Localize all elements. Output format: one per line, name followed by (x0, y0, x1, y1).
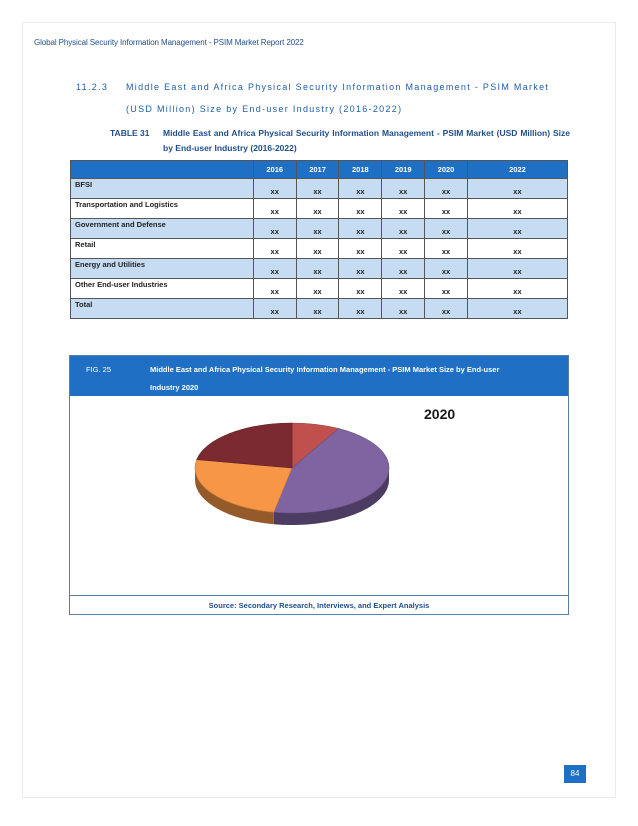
chart-title: 2020 (424, 406, 456, 422)
figure-caption: Middle East and Africa Physical Security Information Management - PSIM Market Size by End-user Industry 2020 (150, 365, 500, 392)
column-header: 2018 (339, 161, 382, 179)
table-cell: xx (467, 199, 567, 219)
table-cell: xx (296, 179, 339, 199)
table-cell: xx (425, 179, 468, 199)
table-cell: xx (296, 219, 339, 239)
table-row (71, 199, 568, 219)
column-header: 2022 (467, 161, 567, 179)
table-caption (110, 126, 570, 156)
row-label: Transportation and Logistics (71, 199, 254, 219)
table-cell: xx (253, 219, 296, 239)
column-header: 2017 (296, 161, 339, 179)
figure-header (70, 356, 568, 396)
table-cell: xx (467, 219, 567, 239)
table-cell: xx (425, 199, 468, 219)
table-cell: xx (382, 179, 425, 199)
row-label: Retail (71, 239, 254, 259)
table-label: TABLE 31 (110, 128, 150, 138)
table-cell: xx (382, 199, 425, 219)
table-cell: xx (339, 279, 382, 299)
table-cell: xx (253, 279, 296, 299)
column-header: 2016 (253, 161, 296, 179)
table-cell: xx (425, 239, 468, 259)
running-header: Global Physical Security Information Management - PSIM Market Report 2022 (34, 38, 304, 47)
row-label: Other End-user Industries (71, 279, 254, 299)
table-cell: xx (253, 299, 296, 319)
section-title-line2: (USD Million) Size by End-user Industry (2016-2022) (126, 104, 403, 114)
pie-chart (70, 396, 568, 595)
row-label: Total (71, 299, 254, 319)
table-row (71, 279, 568, 299)
figure-chart-area (70, 396, 568, 596)
table-cell: xx (339, 199, 382, 219)
row-label: BFSI (71, 179, 254, 199)
row-label: Government and Defense (71, 219, 254, 239)
section-heading (76, 76, 549, 120)
table-cell: xx (467, 179, 567, 199)
row-label: Energy and Utilities (71, 259, 254, 279)
table-cell: xx (296, 199, 339, 219)
table-cell: xx (425, 219, 468, 239)
table-row (71, 259, 568, 279)
section-number: 11.2.3 (76, 82, 109, 92)
table-header-row (71, 161, 568, 179)
section-title-line1: Middle East and Africa Physical Security Information Management - PSIM Market (126, 82, 550, 92)
table-cell: xx (339, 259, 382, 279)
table-cell: xx (382, 219, 425, 239)
table-cell: xx (339, 239, 382, 259)
table-cell: xx (467, 259, 567, 279)
table-cell: xx (467, 239, 567, 259)
table-row (71, 219, 568, 239)
market-size-table (70, 160, 568, 319)
table-cell: xx (253, 239, 296, 259)
column-header: 2019 (382, 161, 425, 179)
column-header: 2020 (425, 161, 468, 179)
table-cell: xx (467, 299, 567, 319)
table-caption-text: Middle East and Africa Physical Security Information Management - PSIM Market (USD Million) Size by End-user Industry (2016-2022) (163, 128, 570, 153)
table-row (71, 239, 568, 259)
table-cell: xx (253, 179, 296, 199)
table-cell: xx (425, 299, 468, 319)
table-cell: xx (296, 239, 339, 259)
table-cell: xx (339, 219, 382, 239)
figure-label: FIG. 25 (86, 365, 112, 374)
table-cell: xx (296, 259, 339, 279)
table-cell: xx (382, 259, 425, 279)
table-header-corner (71, 161, 254, 179)
table-cell: xx (467, 279, 567, 299)
table-cell: xx (382, 239, 425, 259)
table-cell: xx (339, 179, 382, 199)
table-cell: xx (382, 279, 425, 299)
table-cell: xx (253, 199, 296, 219)
table-cell: xx (339, 299, 382, 319)
table-cell: xx (425, 259, 468, 279)
table-cell: xx (296, 299, 339, 319)
table-cell: xx (296, 279, 339, 299)
figure-box (69, 355, 569, 615)
table-cell: xx (382, 299, 425, 319)
table-cell: xx (253, 259, 296, 279)
table-row-total (71, 299, 568, 319)
table-cell: xx (425, 279, 468, 299)
figure-source: Source: Secondary Research, Interviews, and Expert Analysis (208, 601, 430, 610)
table-row (71, 179, 568, 199)
page-number: 84 (564, 765, 586, 783)
